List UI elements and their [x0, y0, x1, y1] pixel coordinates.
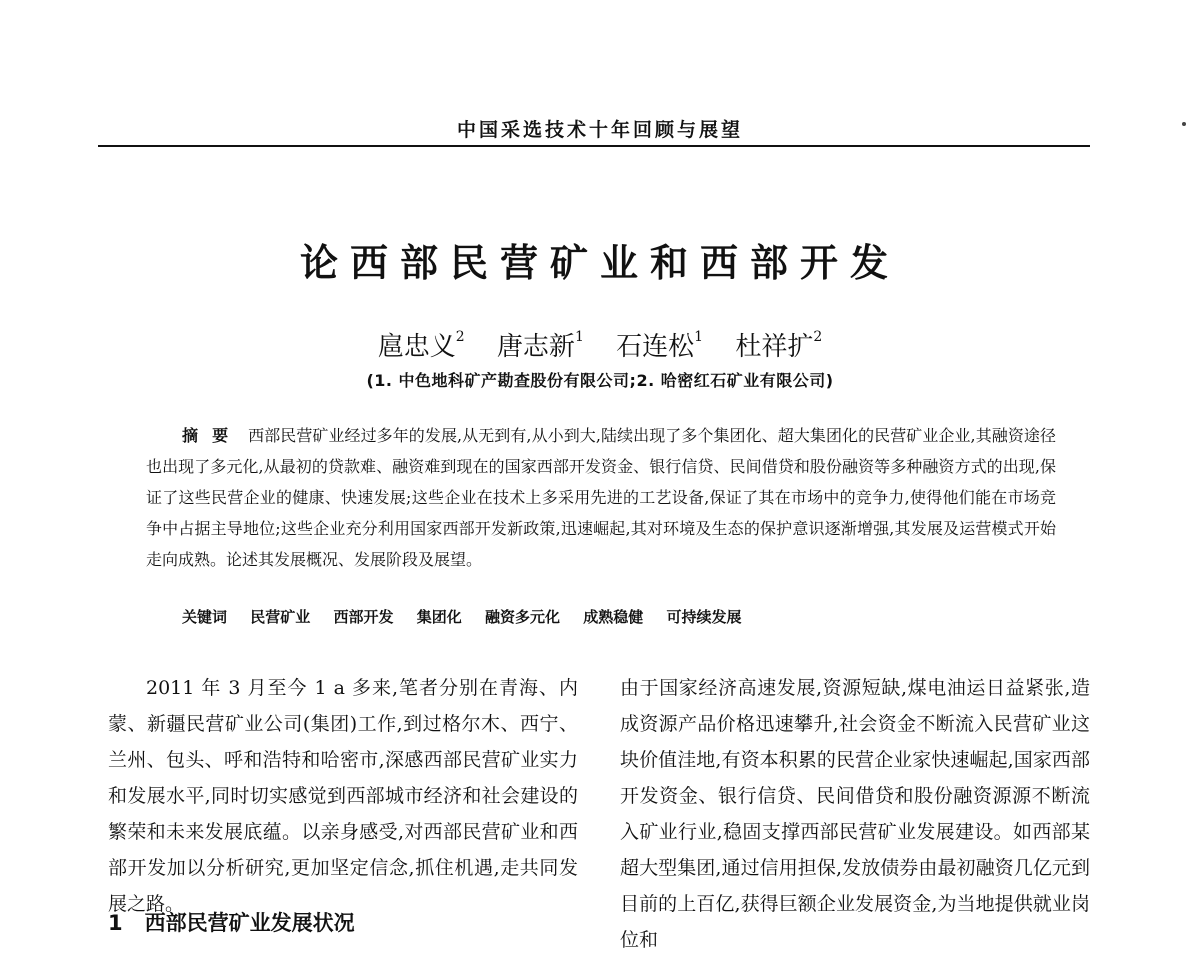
keyword-6: 可持续发展 — [666, 608, 742, 626]
author-3-affiliation-mark: 1 — [694, 329, 704, 346]
section-heading — [108, 903, 355, 943]
section-title: 西部民营矿业发展状况 — [144, 911, 355, 935]
header-rule — [98, 145, 1090, 147]
intro-paragraph: 2011 年 3 月至今 1 a 多来,笔者分别在青海、内蒙、新疆民营矿业公司(集团)工作,到过格尔木、西宁、兰州、包头、呼和浩特和哈密市,深感西部民营矿业实力和发展水平,同时切实感觉到西部城市经济和社会建设的繁荣和未来发展底蕴。以亲身感受,对西部民营矿业和西部开发加以分析研究,更加坚定信念,抓住机遇,走共同发展之路。 — [108, 677, 578, 915]
keywords-label: 关键词 — [182, 608, 228, 626]
author-2 — [497, 326, 584, 363]
keyword-3: 集团化 — [416, 608, 462, 626]
affiliations: (1. 中色地科矿产勘查股份有限公司;2. 哈密红石矿业有限公司) — [366, 371, 834, 390]
author-2-name: 唐志新 — [496, 332, 575, 362]
keyword-1: 民营矿业 — [250, 608, 311, 626]
body-column-right — [620, 670, 1090, 958]
author-3-name: 石连松 — [616, 332, 695, 362]
abstract — [146, 420, 1056, 575]
abstract-label: 摘要 — [182, 426, 243, 445]
right-paragraph: 由于国家经济高速发展,资源短缺,煤电油运日益紧张,造成资源产品价格迅速攀升,社会资金不断流入民营矿业这块价值洼地,有资本积累的民营企业家快速崛起,国家西部开发资金、银行信贷、民间借贷和股份融资源源不断流入矿业行业,稳固支撑西部民营矿业发展建设。如西部某超大型集团,通过信用担保,发放债券由最初融资几亿元到目前的上百亿,获得巨额企业发展资金,为当地提供就业岗位和 — [620, 677, 1090, 951]
author-4-affiliation-mark: 2 — [813, 329, 823, 346]
abstract-text: 西部民营矿业经过多年的发展,从无到有,从小到大,陆续出现了多个集团化、超大集团化的民营矿业企业,其融资途径也出现了多元化,从最初的贷款难、融资难到现在的国家西部开发资金、银行信贷、民间借贷和股份融资等多种融资方式的出现,保证了这些民营企业的健康、快速发展;这些企业在技术上多采用先进的工艺设备,保证了其在市场中的竞争力,使得他们能在市场竞争中占据主导地位;这些企业充分利用国家西部开发新政策,迅速崛起,其对环境及生态的保护意识逐渐增强,其发展及运营模式开始走向成熟。论述其发展概况、发展阶段及展望。 — [146, 426, 1056, 569]
author-4-name: 杜祥扩 — [735, 332, 814, 362]
keyword-4: 融资多元化 — [485, 608, 561, 626]
running-header: 中国采选技术十年回顾与展望 — [456, 119, 743, 141]
author-4 — [735, 326, 822, 363]
author-3 — [616, 326, 703, 363]
author-1-affiliation-mark: 2 — [455, 329, 465, 346]
keyword-2: 西部开发 — [333, 608, 394, 626]
author-1-name: 扈忠义 — [377, 332, 456, 362]
scan-speck — [1182, 122, 1186, 126]
keyword-5: 成熟稳健 — [583, 608, 644, 626]
body-column-left — [108, 670, 578, 922]
section-number: 1 — [108, 911, 123, 935]
author-1 — [378, 326, 465, 363]
author-list — [0, 326, 1200, 363]
paper-title: 论西部民营矿业和西部开发 — [299, 241, 900, 285]
keywords — [182, 606, 760, 627]
author-2-affiliation-mark: 1 — [574, 329, 584, 346]
